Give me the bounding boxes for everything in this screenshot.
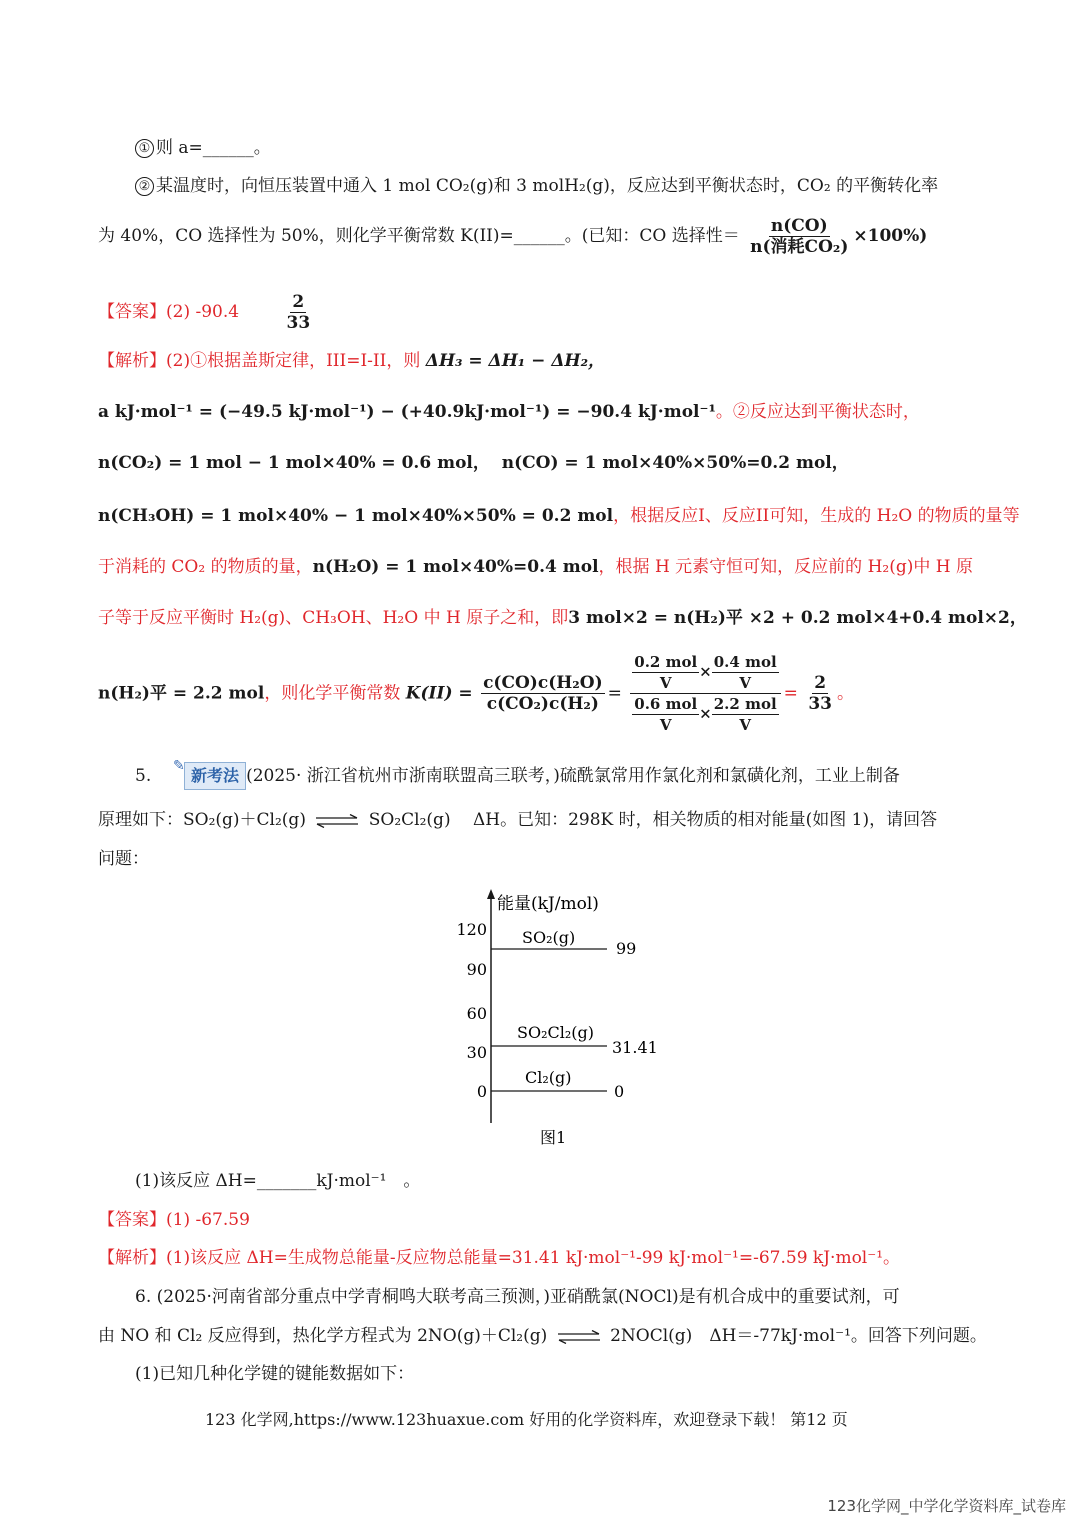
analysis-line-5: 于消耗的 CO₂ 的物质的量，n(H₂O) = 1 mol×40%=0.4 mol，根据 H 元素守恒可知，反应前的 H₂(g)中 H 原 (98, 557, 974, 577)
circled-number: ② (135, 177, 154, 196)
answer-label: 【答案】 (98, 302, 166, 322)
question-6-line3: (1)已知几种化学键的键能数据如下： (135, 1364, 415, 1384)
k-result-fraction: $\frac{2}{33}$ (808, 673, 832, 714)
answer-label: 【答案】 (98, 1210, 166, 1230)
answer-block-1: 【答案】(2) -90.4 $\frac{2}{33}$ (98, 292, 311, 333)
new-exam-badge: ✎ 新考法 (184, 762, 246, 790)
pin-icon: ✎ (173, 758, 185, 774)
y-axis-label: 能量(kJ/mol) (497, 894, 599, 914)
analysis-label: 【解析】 (98, 351, 166, 371)
energy-level-label: SO₂Cl₂(g) (517, 1023, 594, 1042)
circled-number: ① (135, 139, 154, 158)
question-5-line2: 原理如下：SO₂(g)＋Cl₂(g) SO₂Cl₂(g) ΔH。已知：298K 时，相关物质的相对能量(如图 1)，请回答 (98, 810, 938, 830)
figure-caption: 图1 (540, 1128, 567, 1147)
energy-level-value: 99 (616, 939, 637, 958)
question-2-2-line1: ② 某温度时，向恒压装置中通入 1 mol CO₂(g)和 3 molH₂(g)，反应达到平衡状态时，CO₂ 的平衡转化率 (135, 174, 938, 198)
analysis-line-1: 【解析】(2)①根据盖斯定律，III=I-II，则 ΔH₃ = ΔH₁ − ΔH₂， (98, 351, 606, 371)
answer-block-2: 【答案】(1) -67.59 (98, 1210, 250, 1230)
tick-label: 120 (456, 920, 487, 939)
question-5-line1: 5. ✎ 新考法 (2025· 浙江省杭州市浙南联盟高三联考，)硫酰氯常用作氯化剂和氯磺化剂，工业上制备 (135, 762, 900, 790)
co-selectivity-fraction: $\frac{n(CO)}{\text{n(消耗CO₂)}}$ (750, 216, 849, 257)
answer-fraction: $\frac{2}{33}$ (286, 292, 311, 333)
energy-level-figure (440, 885, 680, 1155)
energy-level-label: Cl₂(g) (525, 1068, 572, 1087)
question-2-1: ① 则 a=______。 (135, 136, 271, 160)
k-substitution-fraction: $\frac{\text{0.2 mol}}{V}$ × $\frac{\text{0.4 mol}}{V}$ $\frac{\text{0.6 mol}}{V}$ × $\frac{\text{2.2 mol}}{V}$ (630, 652, 780, 735)
page-footer: 123 化学网,https://www.123huaxue.com 好用的化学资料库，欢迎登录下载！ 第12 页 (205, 1410, 848, 1429)
analysis-block-2: 【解析】(1)该反应 ΔH=生成物总能量-反应物总能量=31.41 kJ·mol⁻¹-99 kJ·mol⁻¹=-67.59 kJ·mol⁻¹。 (98, 1248, 901, 1268)
analysis-label: 【解析】 (98, 1248, 166, 1268)
energy-level-value: 31.41 (612, 1038, 658, 1057)
tick-label: 30 (466, 1043, 487, 1062)
analysis-line-3: n(CO₂) = 1 mol − 1 mol×40% = 0.6 mol， n(CO) = 1 mol×40%×50%=0.2 mol， (98, 453, 849, 473)
tick-label: 90 (466, 960, 487, 979)
tick-label: 60 (466, 1004, 487, 1023)
energy-level-label: SO₂(g) (522, 928, 576, 947)
equilibrium-arrow-icon (315, 814, 359, 828)
analysis-line-6: 子等于反应平衡时 H₂(g)、CH₃OH、H₂O 中 H 原子之和，即3 mol×2 = n(H₂)平 ×2 + 0.2 mol×4+0.4 mol×2， (98, 608, 1027, 628)
question-6-line2: 由 NO 和 Cl₂ 反应得到，热化学方程式为 2NO(g)＋Cl₂(g) 2NOCl(g) ΔH＝-77kJ·mol⁻¹。回答下列问题。 (98, 1326, 987, 1346)
equilibrium-arrow-icon (557, 1330, 601, 1344)
question-5-line3: 问题： (98, 849, 149, 869)
question-6-line1: 6. (2025·河南省部分重点中学青桐鸣大联考高三预测，)亚硝酰氯(NOCl)是有机合成中的重要试剂，可 (135, 1287, 900, 1307)
question-5-1: (1)该反应 ΔH=_______kJ·mol⁻¹ 。 (135, 1171, 421, 1191)
y-axis-arrow-icon (487, 889, 495, 899)
tick-label: 0 (476, 1082, 487, 1101)
analysis-line-7: n(H₂)平 = 2.2 mol，则化学平衡常数 K(II) = $\frac{\text{c(CO)c(H₂O)}}{\text{c(CO₂)c(H₂)}}$ = $\frac{\text{0.2 mol}}{V}$ × $\frac{\text{0.4 mol}}{V}$ $\frac{\text{0.6 mol}}{V}$ × $\frac{\text{2.2 mol}}{V}$ = $\frac{2}{33}$ 。 (98, 653, 854, 734)
analysis-line-2: a kJ·mol⁻¹ = (−49.5 kJ·mol⁻¹) − (+40.9kJ·mol⁻¹) = −90.4 kJ·mol⁻¹。②反应达到平衡状态时， (98, 402, 920, 422)
energy-level-value: 0 (614, 1082, 625, 1101)
question-2-2-line2: 为 40%，CO 选择性为 50%，则化学平衡常数 K(II)=______。(已知：CO 选择性＝ $\frac{n(CO)}{\text{n(消耗CO₂)}}$ ×100%) (98, 216, 928, 257)
watermark: 123化学网_中学化学资料库_试卷库 (827, 1497, 1066, 1515)
k-expression-fraction: $\frac{\text{c(CO)c(H₂O)}}{\text{c(CO₂)c(H₂)}}$ (483, 673, 603, 714)
analysis-line-4: n(CH₃OH) = 1 mol×40% − 1 mol×40%×50% = 0.2 mol，根据反应I、反应II可知，生成的 H₂O 的物质的量等 (98, 506, 1020, 526)
